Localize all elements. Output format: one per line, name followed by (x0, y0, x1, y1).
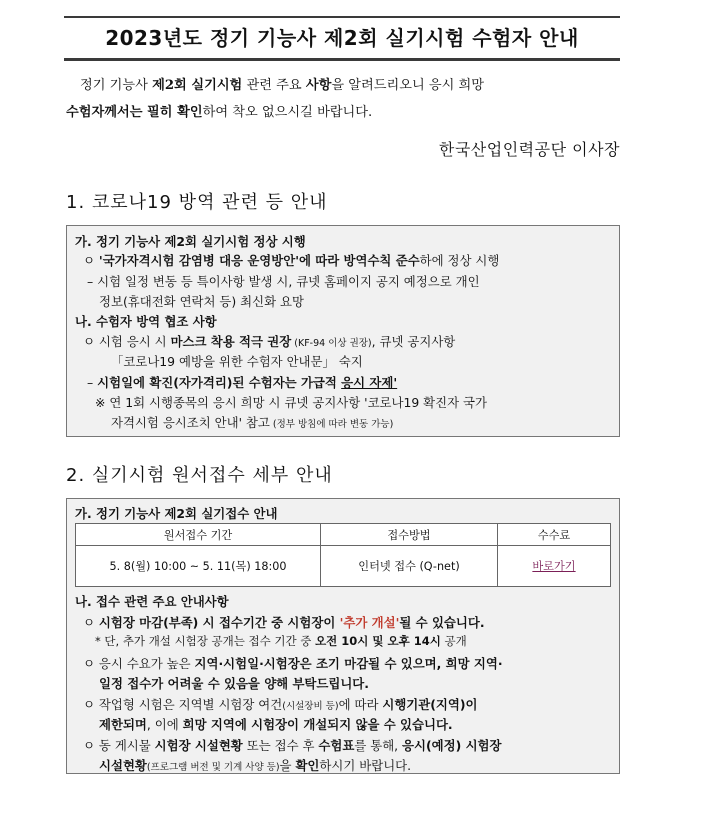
s1-ga-item-2: – 시험 일정 변동 등 특이사항 발생 시, 큐넷 홈페이지 공지 예정으로 개인 (87, 274, 480, 289)
s1-small: (KF-94 이상 권장) (291, 338, 372, 349)
s1-bold-underline: 응시 자제' (341, 375, 398, 390)
s2-text: 에 따라 (338, 697, 383, 712)
section2-heading: 2. 실기시험 원서접수 세부 안내 (66, 465, 333, 486)
s1-text: 자격시험 응시조치 안내' 참고 (111, 415, 270, 430)
s2-text: 하시기 바랍니다. (319, 758, 412, 773)
s1-ga-heading: 가. 정기 기능사 제2회 실기시험 정상 시행 (75, 234, 306, 249)
table-header: 수수료 (498, 524, 611, 546)
s1-text: ㅇ 시험 응시 시 (83, 334, 171, 349)
s1-text: 하에 정상 시행 (419, 253, 500, 268)
s2-small: (프로그램 버전 및 기계 사양 등) (146, 762, 280, 773)
intro-bold: 수험자께서는 (66, 105, 148, 120)
page-title: 2023년도 정기 기능사 제2회 실기시험 수험자 안내 (105, 26, 579, 50)
table-cell-method: 인터넷 접수 (Q-net) (321, 546, 498, 587)
s2-text: ㅇ 응시 수요가 높은 (83, 656, 195, 671)
s2-na-heading: 나. 접수 관련 주요 안내사항 (75, 594, 229, 609)
s2-bold: 수험표 (318, 738, 355, 753)
intro-text: 하여 착오 없으시길 바랍니다. (202, 105, 373, 120)
s2-bold: 확인 (295, 758, 320, 773)
table-row (76, 546, 611, 587)
s1-na-item-2: 「코로나19 예방을 위한 수험자 안내문」 숙지 (111, 354, 363, 369)
signature: 한국산업인력공단 이사장 (438, 140, 620, 159)
s2-text: ㅇ 동 게시물 (83, 738, 155, 753)
s2-bold: 오전 10시 및 오후 14시 (315, 634, 441, 648)
s2-text: 를 통해, (354, 738, 403, 753)
s1-na-note-2 (111, 413, 393, 431)
s2-text: , 이에 (146, 717, 183, 732)
intro-bold: 필히 확인 (147, 105, 203, 120)
title-bottom-rule (64, 58, 620, 61)
table-cell-fee (498, 546, 611, 587)
s2-na-item-2 (83, 654, 503, 672)
s2-bold: 될 수 있습니다. (399, 615, 485, 630)
s2-na-item-4 (83, 736, 501, 754)
section2-box (66, 498, 620, 774)
s2-na-note (95, 633, 467, 649)
intro-bold: 사항 (305, 78, 332, 93)
s2-text: * 단, 추가 개설 시험장 공개는 접수 기간 중 (95, 634, 316, 648)
s2-na-item-4b (99, 756, 411, 774)
s1-na-item-1 (83, 332, 455, 350)
section1-heading: 1. 코로나19 방역 관련 등 안내 (66, 192, 328, 213)
s2-small: (시설장비 등) (282, 701, 339, 712)
s1-na-heading: 나. 수험자 방역 협조 사항 (75, 314, 217, 329)
s2-text: ㅇ 작업형 시험은 지역별 시험장 여건 (83, 697, 283, 712)
s2-bold: 시행기관(지역)이 (382, 697, 478, 712)
s1-na-note-1: ※ 연 1회 시행종목의 응시 희망 시 큐넷 공지사항 '코로나19 확진자 국가 (95, 395, 487, 410)
s2-na-item-3b (99, 715, 453, 733)
s2-bold: 희망 지역에 시험장이 개설되지 않을 수 있습니다. (182, 717, 453, 732)
s2-text: 을 (279, 758, 296, 773)
shortcut-link[interactable]: 바로가기 (532, 560, 576, 573)
s2-bold: 제한되며 (99, 717, 147, 732)
s1-ga-item-1 (83, 251, 499, 269)
s1-ga-item-3: 정보(휴대전화 연락처 등) 최신화 요망 (99, 294, 304, 309)
s2-bold: 지역·시험일·시험장은 조기 마감될 수 있으며, 희망 지역· (194, 656, 503, 671)
section1-box (66, 225, 620, 437)
table-header: 접수방법 (321, 524, 498, 546)
s1-text: , 큐넷 공지사항 (371, 334, 456, 349)
intro-paragraph (66, 72, 622, 126)
s2-text: 공개 (440, 634, 467, 648)
intro-line-2 (66, 99, 622, 126)
s1-na-item-3 (87, 373, 397, 391)
intro-text: 을 알려드리오니 응시 희망 (331, 78, 485, 93)
s2-na-item-3 (83, 695, 477, 713)
s2-bold: 응시(예정) 시험장 (402, 738, 502, 753)
s2-bold: 시험장 시설현황 (154, 738, 243, 753)
intro-text: 관련 주요 (242, 78, 306, 93)
s2-text: 또는 접수 후 (242, 738, 319, 753)
table-header-row (76, 524, 611, 546)
dash: – (87, 375, 98, 390)
table-cell-period: 5. 8(월) 10:00 ~ 5. 11(목) 18:00 (76, 546, 321, 587)
intro-text: 정기 기능사 (80, 78, 153, 93)
s1-bold: 시험일에 확진(자가격리)된 수험자는 가급적 (97, 375, 342, 390)
bullet: ㅇ (83, 615, 99, 630)
s2-red: '추가 개설' (339, 615, 400, 630)
intro-line-1 (66, 72, 622, 99)
table-header: 원서접수 기간 (76, 524, 321, 546)
application-table (75, 523, 611, 587)
s1-bold: '국가자격시험 감염병 대응 운영방안'에 따라 방역수칙 준수 (98, 253, 420, 268)
s2-bold: 시설현황 (99, 758, 147, 773)
bullet: ㅇ (83, 253, 99, 268)
s1-small: (정부 방침에 따라 변동 가능) (269, 419, 394, 430)
intro-bold: 제2회 실기시험 (152, 78, 243, 93)
s2-bold: 시험장 마감(부족) 시 접수기간 중 시험장이 (98, 615, 340, 630)
title-block (64, 16, 620, 61)
s1-bold: 마스크 착용 적극 권장 (170, 334, 292, 349)
s2-ga-heading: 가. 정기 기능사 제2회 실기접수 안내 (75, 506, 278, 521)
s2-na-item-1 (83, 613, 485, 631)
s2-na-item-2b: 일정 접수가 어려울 수 있음을 양해 부탁드립니다. (99, 676, 369, 691)
